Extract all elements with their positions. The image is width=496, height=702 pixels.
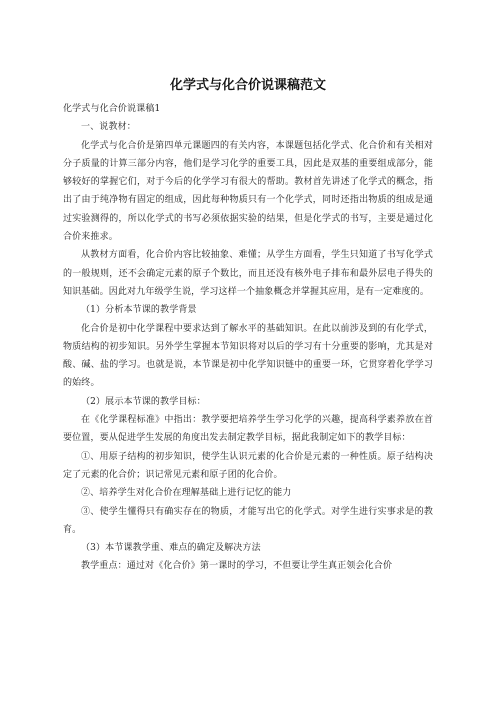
section-heading-textbook: 一、说教材：: [81, 122, 136, 133]
objective-item-1: ①、用原子结构的初步知识，使学生认识元素的化合价是元素的一种性质。原子结构决定了元素的化合价；识记常见元素和原子团的化合价。: [63, 451, 433, 480]
paragraph-difficulty-analysis: 从教材方面看，化合价内容比较抽象、难懂；从学生方面看，学生只知道了书写化学式的一般规则，还不会确定元素的原子个数比，而且还没有核外电子排布和最外层电子得失的知识基础。因此对九年级学生说，学习这样一个抽象概念并掌握其应用，是有一定难度的。: [63, 250, 433, 297]
document-subtitle: 化学式与化合价说课稿1: [63, 104, 161, 114]
document-title: 化学式与化合价说课稿范文: [169, 78, 326, 93]
paragraph-textbook-content: 化学式与化合价是第四单元课题四的有关内容，本课题包括化学式、化合价和有关相对分子质量的计算三部分内容，他们是学习化学的重要工具，因此是双基的重要组成部分，能够较好的掌握它们，对于今后的化学学习有很大的帮助。教材首先讲述了化学式的概念，指出了由于纯净物有固定的组成，因此每种物质只有一个化学式，同时还指出物质的组成是通过实验测得的，所以化学式的书写必须依据实验的结果，但是化学式的书写，主要是通过化合价来推求。: [63, 140, 433, 243]
subheading-key-points: （3）本节课教学重、难点的确定及解决方法: [81, 543, 261, 554]
subheading-teaching-objectives: （2）展示本节课的教学目标：: [81, 396, 206, 407]
paragraph-key-points: 教学重点：通过对《化合价》第一课时的学习，不但要让学生真正领会化合价: [81, 561, 393, 572]
subheading-teaching-background: （1）分析本节课的教学背景: [81, 305, 197, 316]
objective-item-2: ②、培养学生对化合价在理解基础上进行记忆的能力: [81, 488, 292, 499]
objective-item-3: ③、使学生懂得只有确实存在的物质，才能写出它的化学式。对学生进行实事求是的教育。: [63, 506, 433, 535]
document-body: [63, 100, 433, 576]
paragraph-curriculum-standard: 在《化学课程标准》中指出：教学要把培养学生学习化学的兴趣，提高科学素养放在首要位置，要从促进学生发展的角度出发去制定教学目标，据此我制定如下的教学目标：: [63, 415, 433, 444]
paragraph-teaching-background: 化合价是初中化学课程中要求达到了解水平的基础知识。在此以前涉及到的有化学式，物质结构的初步知识。另外学生掌握本节知识将对以后的学习有十分重要的影响，尤其是对酸、碱、盐的学习。也就是说，本节课是初中化学知识链中的重要一环，它贯穿着化学学习的始终。: [63, 323, 433, 389]
